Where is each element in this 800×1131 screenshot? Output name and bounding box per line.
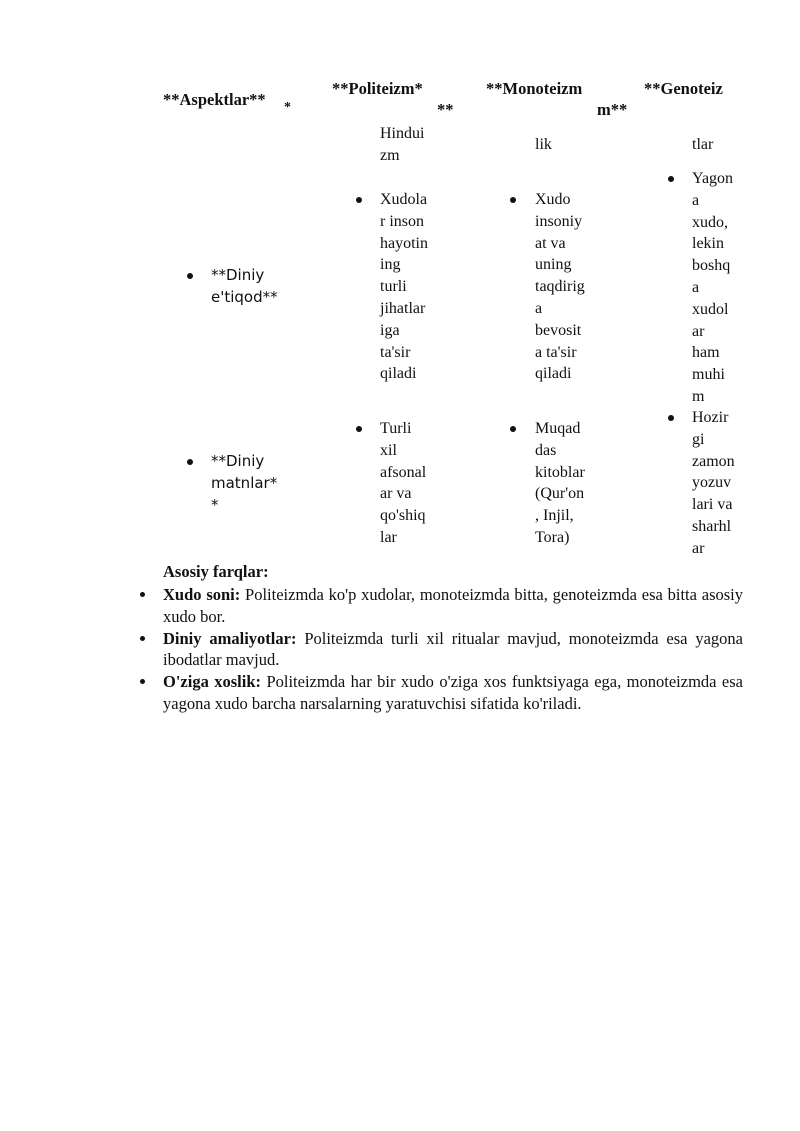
header-monoteizm-cont: m** bbox=[597, 100, 628, 119]
header-genoteizm: **Genoteiz bbox=[644, 79, 723, 98]
header-politeizm: **Politeizm* bbox=[332, 79, 423, 98]
cont-monoteizm: lik bbox=[535, 136, 552, 153]
row2-monoteizm: Muqad das kitoblar (Qur'on , Injil, Tora) bbox=[535, 420, 585, 546]
row1-genoteizm: Yagon a xudo, lekin boshq a xudol ar ham muhi m bbox=[692, 170, 734, 405]
item-label: Diniy amaliyotlar: bbox=[163, 628, 297, 648]
list-item bbox=[137, 671, 743, 715]
row1-aspect: **Diniy e'tiqod** bbox=[211, 266, 278, 306]
row2-politeizm: Turli xil afsonal ar va qo'shiq lar bbox=[380, 420, 427, 546]
item-text: Politeizmda ko'p xudolar, monoteizmda bitta, genoteizmda esa bitta asosiy xudo bor. bbox=[163, 585, 744, 626]
bullet-icon bbox=[187, 459, 193, 465]
bullet-icon bbox=[668, 415, 674, 421]
bullet-icon bbox=[140, 679, 145, 684]
row1-monoteizm: Xudo insoniy at va uning taqdirig a bevosit a ta'sir qiladi bbox=[535, 191, 585, 383]
item-label: Xudo soni: bbox=[163, 585, 241, 604]
summary-title: Asosiy farqlar: bbox=[163, 562, 269, 581]
list-item bbox=[137, 628, 743, 672]
bullet-icon bbox=[510, 197, 516, 203]
bullet-icon bbox=[356, 426, 362, 432]
bullet-icon bbox=[140, 592, 145, 597]
header-aspektlar-cont: * bbox=[284, 100, 291, 115]
header-politeizm-cont: ** bbox=[437, 100, 454, 119]
row1-politeizm: Xudola r inson hayotin ing turli jihatlar iga ta'sir qiladi bbox=[380, 191, 428, 383]
bullet-icon bbox=[510, 426, 516, 432]
bullet-icon bbox=[187, 273, 193, 279]
item-text: Politeizmda har bir xudo o'ziga xos funktsiyaga ega, monoteizmda esa yagona xudo barcha narsalarning yaratuvchisi sifatida ko'riladi. bbox=[163, 672, 743, 713]
summary-list bbox=[137, 584, 743, 715]
bullet-icon bbox=[356, 197, 362, 203]
header-aspektlar: **Aspektlar** bbox=[163, 90, 266, 109]
item-label: O'ziga xoslik: bbox=[163, 672, 262, 692]
bullet-icon bbox=[668, 176, 674, 182]
bullet-icon bbox=[140, 636, 145, 641]
header-monoteizm: **Monoteizm bbox=[486, 79, 583, 98]
row2-aspect: **Diniy matnlar* * bbox=[211, 452, 278, 514]
row2-genoteizm: Hozir gi zamon yozuv lari va sharhl ar bbox=[692, 409, 735, 557]
item-text: Politeizmda turli xil ritualar mavjud, monoteizmda esa yagona ibodatlar mavjud. bbox=[163, 628, 743, 670]
cont-politeizm: Hindui zm bbox=[380, 125, 425, 164]
list-item bbox=[137, 584, 743, 628]
cont-genoteizm: tlar bbox=[692, 136, 714, 153]
